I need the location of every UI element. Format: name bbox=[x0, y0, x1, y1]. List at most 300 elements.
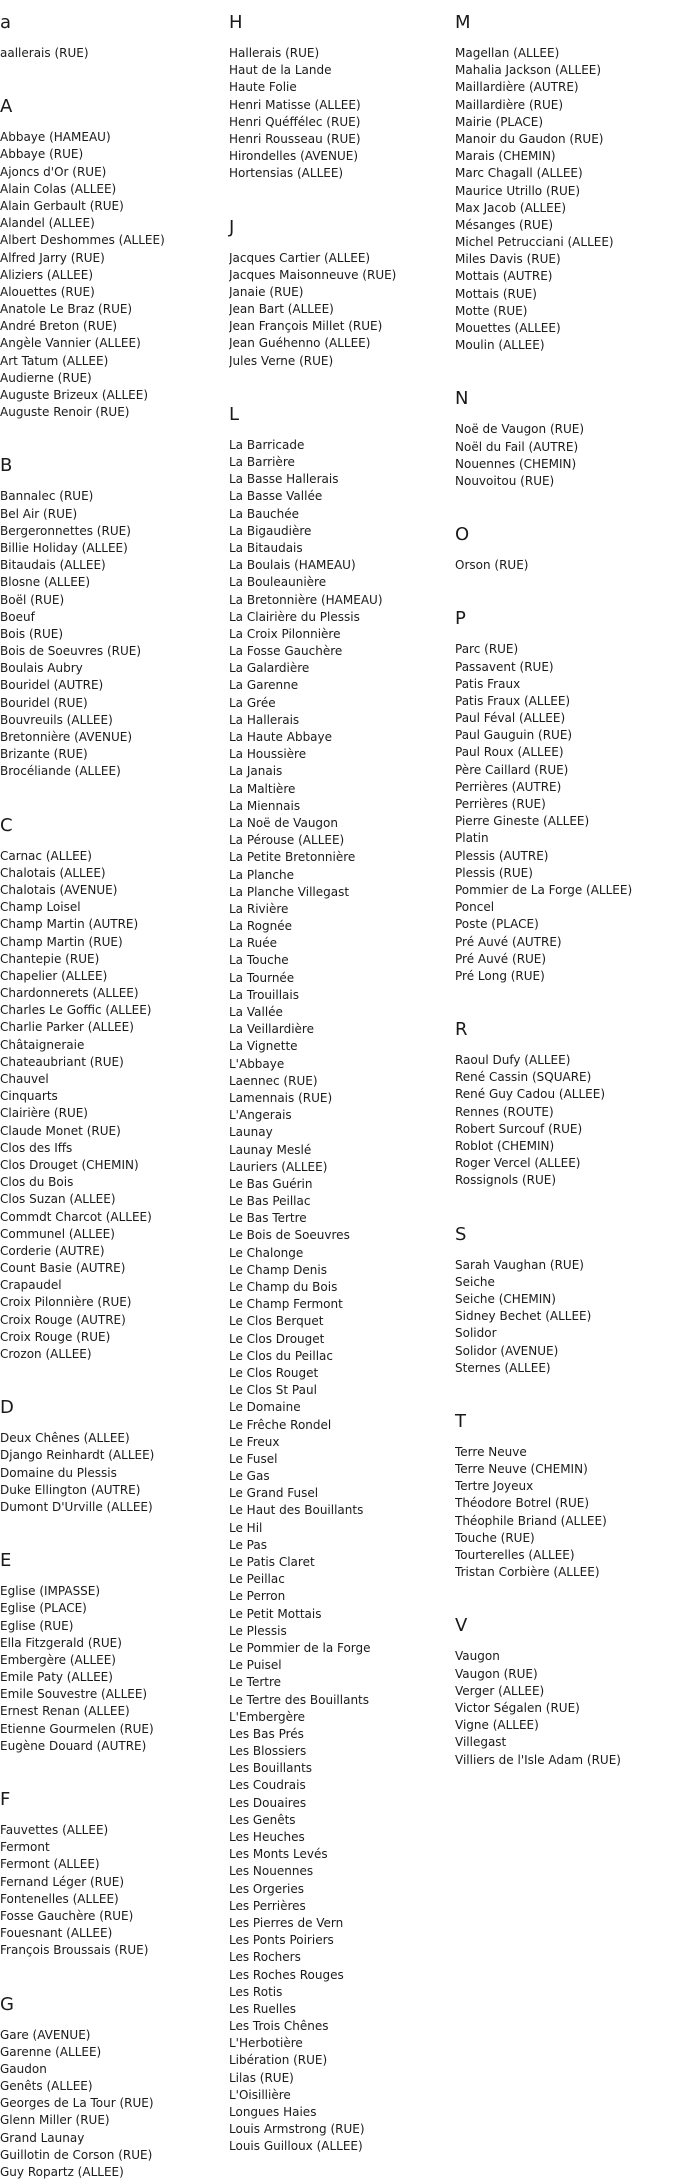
street-item: Mottais (RUE) bbox=[455, 286, 675, 303]
street-item: Les Roches Rouges bbox=[229, 1967, 454, 1984]
street-item: Le Perron bbox=[229, 1588, 454, 1605]
street-item: Les Genêts bbox=[229, 1812, 454, 1829]
letter-heading: a bbox=[0, 12, 228, 34]
street-item: Henri Quéffélec (RUE) bbox=[229, 114, 454, 131]
letter-heading: L bbox=[229, 404, 454, 426]
letter-heading: H bbox=[229, 12, 454, 34]
street-item: Emile Souvestre (ALLEE) bbox=[0, 1686, 228, 1703]
street-item: La Houssière bbox=[229, 746, 454, 763]
street-item: Rossignols (RUE) bbox=[455, 1172, 675, 1189]
street-item: La Bigaudière bbox=[229, 523, 454, 540]
street-item: La Boulais (HAMEAU) bbox=[229, 557, 454, 574]
street-item: Croix Pilonnière (RUE) bbox=[0, 1294, 228, 1311]
street-item: La Pérouse (ALLEE) bbox=[229, 832, 454, 849]
street-item: Moulin (ALLEE) bbox=[455, 337, 675, 354]
street-item: Hallerais (RUE) bbox=[229, 45, 454, 62]
index-column-3 bbox=[455, 12, 675, 1769]
letter-heading: E bbox=[0, 1550, 228, 1572]
street-item: Robert Surcouf (RUE) bbox=[455, 1121, 675, 1138]
street-list bbox=[455, 1052, 675, 1190]
street-item: Henri Matisse (ALLEE) bbox=[229, 97, 454, 114]
street-item: Nouennes (CHEMIN) bbox=[455, 456, 675, 473]
letter-heading: N bbox=[455, 388, 675, 410]
street-item: Abbaye (HAMEAU) bbox=[0, 129, 228, 146]
section-spacer bbox=[229, 183, 454, 217]
street-item: Tristan Corbière (ALLEE) bbox=[455, 1564, 675, 1581]
street-item: Théophile Briand (ALLEE) bbox=[455, 1513, 675, 1530]
street-item: Mairie (PLACE) bbox=[455, 114, 675, 131]
section-spacer bbox=[455, 1581, 675, 1615]
street-item: Le Frêche Rondel bbox=[229, 1417, 454, 1434]
letter-section bbox=[455, 388, 675, 490]
street-list bbox=[455, 557, 675, 574]
street-item: Hortensias (ALLEE) bbox=[229, 165, 454, 182]
letter-heading: G bbox=[0, 1994, 228, 2016]
street-item: Pré Long (RUE) bbox=[455, 968, 675, 985]
street-item: Paul Gauguin (RUE) bbox=[455, 727, 675, 744]
street-item: Patis Fraux (ALLEE) bbox=[455, 693, 675, 710]
street-item: Orson (RUE) bbox=[455, 557, 675, 574]
street-item: La Tournée bbox=[229, 970, 454, 987]
street-item: Fauvettes (ALLEE) bbox=[0, 1822, 228, 1839]
section-spacer bbox=[455, 354, 675, 388]
street-list bbox=[0, 848, 228, 1364]
street-item: Paul Féval (ALLEE) bbox=[455, 710, 675, 727]
letter-section bbox=[0, 1789, 228, 1960]
street-item: Miles Davis (RUE) bbox=[455, 251, 675, 268]
street-item: Maillardière (AUTRE) bbox=[455, 79, 675, 96]
street-item: Poste (PLACE) bbox=[455, 916, 675, 933]
section-spacer bbox=[0, 781, 228, 815]
street-item: Bannalec (RUE) bbox=[0, 488, 228, 505]
street-item: La Trouillais bbox=[229, 987, 454, 1004]
street-item: Clos Suzan (ALLEE) bbox=[0, 1191, 228, 1208]
street-item: La Fosse Gauchère bbox=[229, 643, 454, 660]
letter-heading: C bbox=[0, 815, 228, 837]
street-item: Les Orgeries bbox=[229, 1881, 454, 1898]
street-item: Le Champ Fermont bbox=[229, 1296, 454, 1313]
street-item: Les Douaires bbox=[229, 1795, 454, 1812]
street-item: Django Reinhardt (ALLEE) bbox=[0, 1447, 228, 1464]
street-item: Le Bas Tertre bbox=[229, 1210, 454, 1227]
letter-section bbox=[0, 1550, 228, 1755]
street-list bbox=[0, 2027, 228, 2181]
letter-heading: O bbox=[455, 524, 675, 546]
street-item: Mouettes (ALLEE) bbox=[455, 320, 675, 337]
street-item: Clos Drouget (CHEMIN) bbox=[0, 1157, 228, 1174]
street-item: Clairière (RUE) bbox=[0, 1105, 228, 1122]
street-item: Commdt Charcot (ALLEE) bbox=[0, 1209, 228, 1226]
street-item: Eglise (RUE) bbox=[0, 1618, 228, 1635]
street-item: Chalotais (ALLEE) bbox=[0, 865, 228, 882]
street-item: Brocéliande (ALLEE) bbox=[0, 763, 228, 780]
street-item: La Hallerais bbox=[229, 712, 454, 729]
street-item: Georges de La Tour (RUE) bbox=[0, 2095, 228, 2112]
street-item: Billie Holiday (ALLEE) bbox=[0, 540, 228, 557]
street-item: Le Pas bbox=[229, 1537, 454, 1554]
street-item: Plessis (RUE) bbox=[455, 865, 675, 882]
street-item: La Galardière bbox=[229, 660, 454, 677]
letter-section bbox=[455, 1019, 675, 1190]
street-item: Grand Launay bbox=[0, 2130, 228, 2147]
street-item: Janaie (RUE) bbox=[229, 284, 454, 301]
street-item: La Clairière du Plessis bbox=[229, 609, 454, 626]
letter-heading: A bbox=[0, 96, 228, 118]
street-item: Mottais (AUTRE) bbox=[455, 268, 675, 285]
street-item: Solidor bbox=[455, 1325, 675, 1342]
street-item: aallerais (RUE) bbox=[0, 45, 228, 62]
street-list bbox=[0, 129, 228, 421]
street-item: Dumont D'Urville (ALLEE) bbox=[0, 1499, 228, 1516]
street-item: Bouvreuils (ALLEE) bbox=[0, 712, 228, 729]
street-item: La Barricade bbox=[229, 437, 454, 454]
street-item: Les Bouillants bbox=[229, 1760, 454, 1777]
street-item: Verger (ALLEE) bbox=[455, 1683, 675, 1700]
street-item: Manoir du Gaudon (RUE) bbox=[455, 131, 675, 148]
street-item: Charles Le Goffic (ALLEE) bbox=[0, 1002, 228, 1019]
street-item: Vaugon (RUE) bbox=[455, 1666, 675, 1683]
street-item: La Ruée bbox=[229, 935, 454, 952]
section-spacer bbox=[0, 1755, 228, 1789]
street-item: La Basse Vallée bbox=[229, 488, 454, 505]
street-item: Lamennais (RUE) bbox=[229, 1090, 454, 1107]
street-item: Touche (RUE) bbox=[455, 1530, 675, 1547]
letter-section bbox=[455, 1615, 675, 1768]
street-item: Louis Guilloux (ALLEE) bbox=[229, 2138, 454, 2155]
section-spacer bbox=[455, 574, 675, 608]
street-item: Domaine du Plessis bbox=[0, 1465, 228, 1482]
street-item: Les Ponts Poiriers bbox=[229, 1932, 454, 1949]
street-item: Les Rotis bbox=[229, 1984, 454, 2001]
street-list bbox=[0, 1822, 228, 1960]
street-item: L'Oisillière bbox=[229, 2087, 454, 2104]
street-item: Le Pommier de la Forge bbox=[229, 1640, 454, 1657]
street-item: Bois de Soeuvres (RUE) bbox=[0, 643, 228, 660]
street-item: Embergère (ALLEE) bbox=[0, 1652, 228, 1669]
street-item: Jacques Cartier (ALLEE) bbox=[229, 250, 454, 267]
street-item: Le Peillac bbox=[229, 1571, 454, 1588]
street-item: La Planche Villegast bbox=[229, 884, 454, 901]
street-item: Noël du Fail (AUTRE) bbox=[455, 439, 675, 456]
street-list bbox=[0, 1583, 228, 1755]
street-item: Haute Folie bbox=[229, 79, 454, 96]
street-list bbox=[229, 250, 454, 370]
street-item: Victor Ségalen (RUE) bbox=[455, 1700, 675, 1717]
street-item: Hirondelles (AVENUE) bbox=[229, 148, 454, 165]
street-item: Ella Fitzgerald (RUE) bbox=[0, 1635, 228, 1652]
letter-section bbox=[229, 404, 454, 2156]
letter-heading: R bbox=[455, 1019, 675, 1041]
index-column-2 bbox=[229, 12, 454, 2156]
street-item: Corderie (AUTRE) bbox=[0, 1243, 228, 1260]
letter-section bbox=[455, 1411, 675, 1582]
street-item: Le Clos Drouget bbox=[229, 1331, 454, 1348]
street-item: Angèle Vannier (ALLEE) bbox=[0, 335, 228, 352]
street-item: Chantepie (RUE) bbox=[0, 951, 228, 968]
street-item: Clos du Bois bbox=[0, 1174, 228, 1191]
street-item: La Rognée bbox=[229, 918, 454, 935]
street-item: Le Bas Guérin bbox=[229, 1176, 454, 1193]
street-item: Carnac (ALLEE) bbox=[0, 848, 228, 865]
street-item: Pommier de La Forge (ALLEE) bbox=[455, 882, 675, 899]
street-item: Les Coudrais bbox=[229, 1777, 454, 1794]
street-item: Sternes (ALLEE) bbox=[455, 1360, 675, 1377]
letter-section bbox=[455, 12, 675, 354]
street-item: La Maltière bbox=[229, 781, 454, 798]
section-spacer bbox=[0, 62, 228, 96]
street-item: Maillardière (RUE) bbox=[455, 97, 675, 114]
section-spacer bbox=[0, 1960, 228, 1994]
street-item: Alouettes (RUE) bbox=[0, 284, 228, 301]
street-item: La Bitaudais bbox=[229, 540, 454, 557]
street-item: Alain Colas (ALLEE) bbox=[0, 181, 228, 198]
street-item: Gaudon bbox=[0, 2061, 228, 2078]
street-item: L'Embergère bbox=[229, 1709, 454, 1726]
street-item: Launay bbox=[229, 1124, 454, 1141]
street-item: Eglise (IMPASSE) bbox=[0, 1583, 228, 1600]
street-item: Noë de Vaugon (RUE) bbox=[455, 421, 675, 438]
street-item: Patis Fraux bbox=[455, 676, 675, 693]
street-item: La Miennais bbox=[229, 798, 454, 815]
street-list bbox=[229, 45, 454, 183]
street-item: L'Angerais bbox=[229, 1107, 454, 1124]
street-item: Les Rochers bbox=[229, 1949, 454, 1966]
street-item: L'Herbotière bbox=[229, 2035, 454, 2052]
street-item: Bitaudais (ALLEE) bbox=[0, 557, 228, 574]
street-item: Alfred Jarry (RUE) bbox=[0, 250, 228, 267]
street-item: Pierre Gineste (ALLEE) bbox=[455, 813, 675, 830]
street-item: Croix Rouge (RUE) bbox=[0, 1329, 228, 1346]
street-item: Sidney Bechet (ALLEE) bbox=[455, 1308, 675, 1325]
street-item: Les Heuches bbox=[229, 1829, 454, 1846]
street-item: Le Fusel bbox=[229, 1451, 454, 1468]
letter-section bbox=[229, 12, 454, 183]
section-spacer bbox=[0, 421, 228, 455]
street-item: Le Tertre bbox=[229, 1674, 454, 1691]
street-item: Le Clos du Peillac bbox=[229, 1348, 454, 1365]
letter-section bbox=[0, 1994, 228, 2181]
street-item: La Basse Hallerais bbox=[229, 471, 454, 488]
street-item: Cinquarts bbox=[0, 1088, 228, 1105]
street-item: La Bauchée bbox=[229, 506, 454, 523]
street-item: Champ Martin (AUTRE) bbox=[0, 916, 228, 933]
street-list bbox=[455, 421, 675, 490]
street-item: Les Ruelles bbox=[229, 2001, 454, 2018]
street-list bbox=[455, 1257, 675, 1377]
street-item: Jean Guéhenno (ALLEE) bbox=[229, 335, 454, 352]
street-item: Fernand Léger (RUE) bbox=[0, 1874, 228, 1891]
street-item: Clos des Iffs bbox=[0, 1140, 228, 1157]
street-item: Vigne (ALLEE) bbox=[455, 1717, 675, 1734]
street-list bbox=[455, 45, 675, 354]
street-item: Fermont (ALLEE) bbox=[0, 1856, 228, 1873]
street-item: Henri Rousseau (RUE) bbox=[229, 131, 454, 148]
street-item: Le Tertre des Bouillants bbox=[229, 1692, 454, 1709]
street-item: Audierne (RUE) bbox=[0, 370, 228, 387]
street-item: Champ Martin (RUE) bbox=[0, 934, 228, 951]
street-item: La Grée bbox=[229, 695, 454, 712]
street-item: Art Tatum (ALLEE) bbox=[0, 353, 228, 370]
street-list bbox=[0, 1430, 228, 1516]
street-item: Seiche (CHEMIN) bbox=[455, 1291, 675, 1308]
street-item: La Croix Pilonnière bbox=[229, 626, 454, 643]
street-item: Ernest Renan (ALLEE) bbox=[0, 1703, 228, 1720]
street-item: Théodore Botrel (RUE) bbox=[455, 1495, 675, 1512]
letter-heading: V bbox=[455, 1615, 675, 1637]
street-item: Champ Loisel bbox=[0, 899, 228, 916]
street-item: André Breton (RUE) bbox=[0, 318, 228, 335]
street-item: Passavent (RUE) bbox=[455, 659, 675, 676]
street-item: La Petite Bretonnière bbox=[229, 849, 454, 866]
street-item: Laennec (RUE) bbox=[229, 1073, 454, 1090]
street-item: Roger Vercel (ALLEE) bbox=[455, 1155, 675, 1172]
street-item: Le Freux bbox=[229, 1434, 454, 1451]
street-item: La Veillardière bbox=[229, 1021, 454, 1038]
street-list bbox=[0, 45, 228, 62]
street-item: Raoul Dufy (ALLEE) bbox=[455, 1052, 675, 1069]
street-item: Villiers de l'Isle Adam (RUE) bbox=[455, 1752, 675, 1769]
street-item: Mésanges (RUE) bbox=[455, 217, 675, 234]
street-item: Le Plessis bbox=[229, 1623, 454, 1640]
street-item: Tourterelles (ALLEE) bbox=[455, 1547, 675, 1564]
street-item: Roblot (CHEMIN) bbox=[455, 1138, 675, 1155]
street-item: Duke Ellington (AUTRE) bbox=[0, 1482, 228, 1499]
street-item: Le Hil bbox=[229, 1520, 454, 1537]
letter-heading: F bbox=[0, 1789, 228, 1811]
street-item: Le Bas Peillac bbox=[229, 1193, 454, 1210]
letter-section bbox=[0, 1397, 228, 1516]
street-item: Bel Air (RUE) bbox=[0, 506, 228, 523]
street-item: Plessis (AUTRE) bbox=[455, 848, 675, 865]
index-column-1 bbox=[0, 12, 228, 2181]
street-item: Fouesnant (ALLEE) bbox=[0, 1925, 228, 1942]
street-item: Pré Auvé (RUE) bbox=[455, 951, 675, 968]
street-item: Gare (AVENUE) bbox=[0, 2027, 228, 2044]
street-item: Max Jacob (ALLEE) bbox=[455, 200, 675, 217]
letter-heading: B bbox=[0, 455, 228, 477]
street-item: Bouridel (AUTRE) bbox=[0, 677, 228, 694]
letter-heading: M bbox=[455, 12, 675, 34]
street-item: Boël (RUE) bbox=[0, 592, 228, 609]
street-item: Le Champ Denis bbox=[229, 1262, 454, 1279]
street-item: Eglise (PLACE) bbox=[0, 1600, 228, 1617]
street-item: Le Clos Berquet bbox=[229, 1313, 454, 1330]
street-item: Guy Ropartz (ALLEE) bbox=[0, 2164, 228, 2181]
street-item: Les Bas Prés bbox=[229, 1726, 454, 1743]
street-item: Fosse Gauchère (RUE) bbox=[0, 1908, 228, 1925]
street-item: Launay Meslé bbox=[229, 1142, 454, 1159]
street-item: Emile Paty (ALLEE) bbox=[0, 1669, 228, 1686]
letter-heading: T bbox=[455, 1411, 675, 1433]
street-item: René Guy Cadou (ALLEE) bbox=[455, 1086, 675, 1103]
street-item: Bretonnière (AVENUE) bbox=[0, 729, 228, 746]
section-spacer bbox=[0, 1516, 228, 1550]
street-item: Bois (RUE) bbox=[0, 626, 228, 643]
street-item: Crapaudel bbox=[0, 1277, 228, 1294]
street-item: Platin bbox=[455, 830, 675, 847]
street-item: Libération (RUE) bbox=[229, 2052, 454, 2069]
street-item: La Barrière bbox=[229, 454, 454, 471]
letter-section bbox=[455, 524, 675, 574]
street-item: Glenn Miller (RUE) bbox=[0, 2112, 228, 2129]
street-item: Claude Monet (RUE) bbox=[0, 1123, 228, 1140]
street-item: Les Monts Levés bbox=[229, 1846, 454, 1863]
street-item: Les Pierres de Vern bbox=[229, 1915, 454, 1932]
section-spacer bbox=[455, 1190, 675, 1224]
street-item: Anatole Le Braz (RUE) bbox=[0, 301, 228, 318]
section-spacer bbox=[0, 1363, 228, 1397]
street-item: Les Trois Chênes bbox=[229, 2018, 454, 2035]
street-item: Pré Auvé (AUTRE) bbox=[455, 934, 675, 951]
street-item: Terre Neuve (CHEMIN) bbox=[455, 1461, 675, 1478]
letter-heading: S bbox=[455, 1224, 675, 1246]
letter-section bbox=[0, 815, 228, 1364]
street-item: Count Basie (AUTRE) bbox=[0, 1260, 228, 1277]
street-item: Le Petit Mottais bbox=[229, 1606, 454, 1623]
street-item: La Garenne bbox=[229, 677, 454, 694]
letter-section bbox=[0, 12, 228, 62]
street-item: Chateaubriant (RUE) bbox=[0, 1054, 228, 1071]
section-spacer bbox=[455, 1377, 675, 1411]
street-item: La Bretonnière (HAMEAU) bbox=[229, 592, 454, 609]
street-item: Le Champ du Bois bbox=[229, 1279, 454, 1296]
section-spacer bbox=[229, 370, 454, 404]
street-item: Mahalia Jackson (ALLEE) bbox=[455, 62, 675, 79]
street-item: Le Gas bbox=[229, 1468, 454, 1485]
letter-heading: P bbox=[455, 608, 675, 630]
section-spacer bbox=[455, 985, 675, 1019]
street-item: Sarah Vaughan (RUE) bbox=[455, 1257, 675, 1274]
street-item: Boulais Aubry bbox=[0, 660, 228, 677]
street-item: Guillotin de Corson (RUE) bbox=[0, 2147, 228, 2164]
street-item: Le Bois de Soeuvres bbox=[229, 1227, 454, 1244]
street-item: Fermont bbox=[0, 1839, 228, 1856]
street-item: Jean François Millet (RUE) bbox=[229, 318, 454, 335]
street-item: Paul Roux (ALLEE) bbox=[455, 744, 675, 761]
street-item: René Cassin (SQUARE) bbox=[455, 1069, 675, 1086]
street-item: Lilas (RUE) bbox=[229, 2070, 454, 2087]
street-item: Bergeronnettes (RUE) bbox=[0, 523, 228, 540]
street-item: Deux Chênes (ALLEE) bbox=[0, 1430, 228, 1447]
street-list bbox=[455, 1648, 675, 1768]
street-item: Parc (RUE) bbox=[455, 641, 675, 658]
street-item: Jean Bart (ALLEE) bbox=[229, 301, 454, 318]
letter-section bbox=[455, 1224, 675, 1377]
street-item: La Janais bbox=[229, 763, 454, 780]
street-item: Magellan (ALLEE) bbox=[455, 45, 675, 62]
street-item: Marais (CHEMIN) bbox=[455, 148, 675, 165]
street-item: La Bouleaunière bbox=[229, 574, 454, 591]
street-item: Genêts (ALLEE) bbox=[0, 2078, 228, 2095]
street-item: La Touche bbox=[229, 952, 454, 969]
street-item: Alain Gerbault (RUE) bbox=[0, 198, 228, 215]
street-list bbox=[229, 437, 454, 2156]
street-item: Jacques Maisonneuve (RUE) bbox=[229, 267, 454, 284]
street-item: Brizante (RUE) bbox=[0, 746, 228, 763]
letter-heading: J bbox=[229, 217, 454, 239]
street-item: Le Grand Fusel bbox=[229, 1485, 454, 1502]
street-item: Marc Chagall (ALLEE) bbox=[455, 165, 675, 182]
letter-section bbox=[0, 96, 228, 421]
street-item: Chardonnerets (ALLEE) bbox=[0, 985, 228, 1002]
street-item: Michel Petrucciani (ALLEE) bbox=[455, 234, 675, 251]
street-item: Chalotais (AVENUE) bbox=[0, 882, 228, 899]
street-item: Perrières (RUE) bbox=[455, 796, 675, 813]
street-item: Crozon (ALLEE) bbox=[0, 1346, 228, 1363]
street-list bbox=[0, 488, 228, 780]
street-item: Blosne (ALLEE) bbox=[0, 574, 228, 591]
letter-section bbox=[0, 455, 228, 780]
